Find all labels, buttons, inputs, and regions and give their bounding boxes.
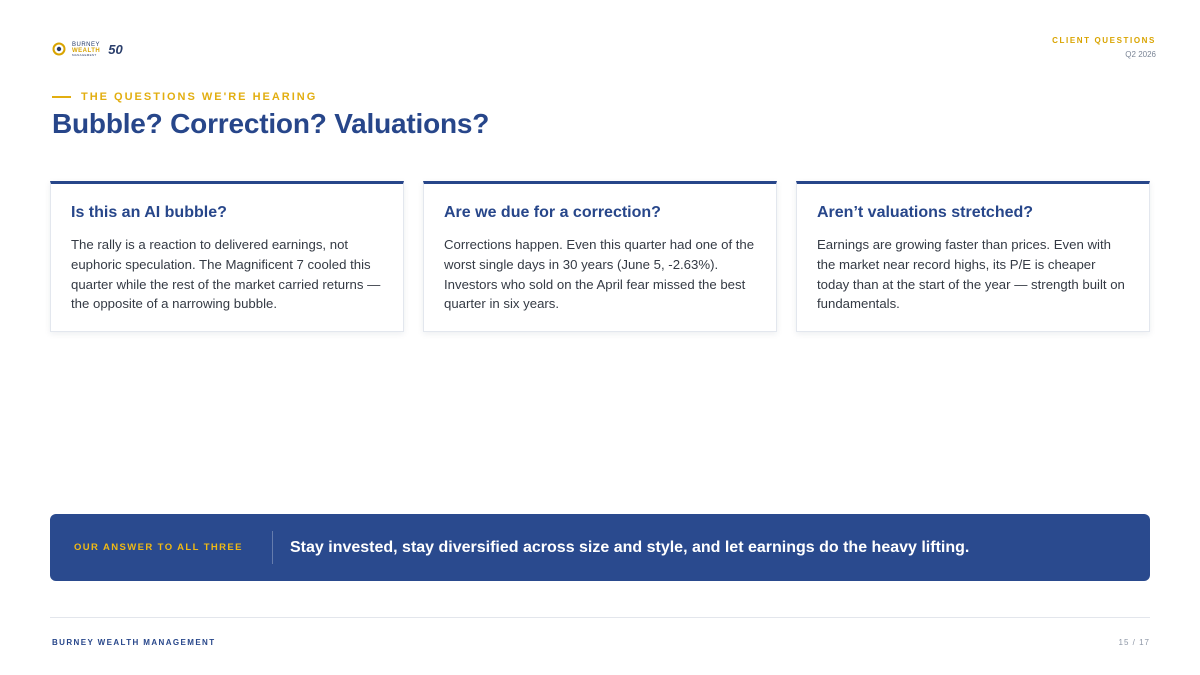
eyebrow-rule <box>52 96 71 98</box>
question-card-valuations <box>796 181 1150 332</box>
page-number: 15 / 17 <box>1118 638 1150 647</box>
slide-period: Q2 2026 <box>1125 50 1156 59</box>
slide-header-meta <box>1052 36 1156 59</box>
logo-wordmark <box>72 42 100 57</box>
eyebrow-text: THE QUESTIONS WE'RE HEARING <box>81 91 318 103</box>
question-card-correction <box>423 181 777 332</box>
company-logo <box>52 40 123 58</box>
logo-line-2: WEALTH <box>72 47 101 54</box>
card-answer: Earnings are growing faster than prices. Even with the market near record highs, its P/E is cheaper today than at the start of the year — strength built on fundamentals. <box>817 237 1125 312</box>
card-question: Are we due for a correction? <box>444 204 661 221</box>
card-answer: Corrections happen. Even this quarter had one of the worst single days in 30 years (June 5, -2.63%). Investors who sold on the April fear missed the best quarter in six years. <box>444 237 755 312</box>
card-answer: The rally is a reaction to delivered earnings, not euphoric speculation. The Magnificent 7 cooled this quarter while the rest of the market carried returns — the opposite of a narrowing bubble. <box>71 237 381 312</box>
answer-banner <box>50 514 1150 581</box>
card-question: Is this an AI bubble? <box>71 204 227 221</box>
section-eyebrow <box>52 91 317 103</box>
logo-line-1: BURNEY <box>72 41 101 48</box>
answer-label: OUR ANSWER TO ALL THREE <box>74 542 243 553</box>
footer-company: BURNEY WEALTH MANAGEMENT <box>52 638 216 647</box>
page-title: Bubble? Correction? Valuations? <box>52 108 490 139</box>
card-question: Aren’t valuations stretched? <box>817 204 1034 221</box>
logo-line-3: MANAGEMENT <box>72 52 97 57</box>
logo-emblem-icon <box>52 42 66 56</box>
answer-statement: Stay invested, stay diversified across size and style, and let earnings do the heavy lifting. <box>290 538 970 556</box>
footer-divider <box>50 617 1150 618</box>
question-cards <box>50 181 1150 332</box>
question-card-ai-bubble <box>50 181 404 332</box>
slide-kicker: CLIENT QUESTIONS <box>1052 36 1156 45</box>
anniversary-badge: 50 <box>108 41 123 57</box>
